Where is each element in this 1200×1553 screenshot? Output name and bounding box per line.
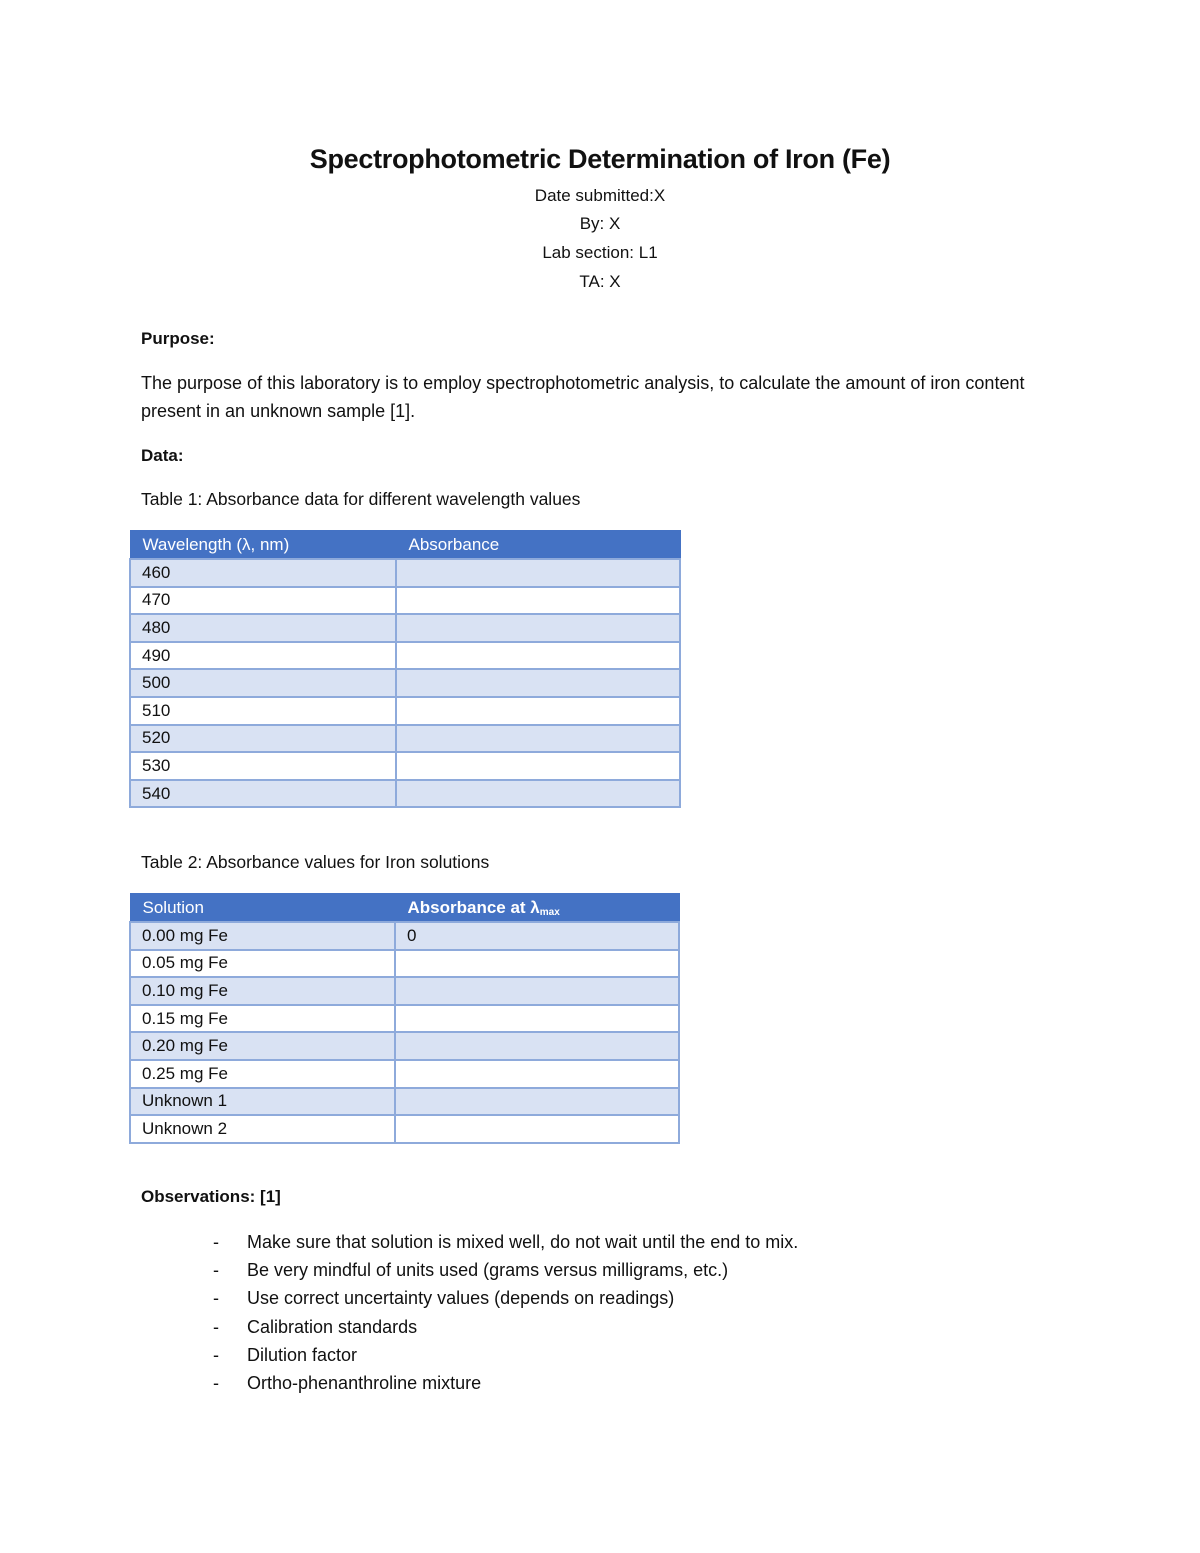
- solution-row-label-cell: Unknown 1: [130, 1088, 395, 1116]
- solution-row-label-cell: 0.05 mg Fe: [130, 950, 395, 978]
- wavelength-row-label-cell: 460: [130, 559, 396, 587]
- observation-item: [141, 1313, 798, 1341]
- wavelength-row: [130, 587, 680, 615]
- wavelength-row-value-cell: [396, 559, 680, 587]
- purpose-text: The purpose of this laboratory is to employ spectrophotometric analysis, to calculate the amount of iron content present in an unknown sample [1].: [141, 373, 1025, 421]
- column-header-absorbance: Absorbance: [396, 531, 680, 560]
- wavelength-row: [130, 725, 680, 753]
- table2-caption: Table 2: Absorbance values for Iron solutions: [141, 852, 490, 872]
- wavelength-row-label-cell: 530: [130, 752, 396, 780]
- solution-row-label-cell: 0.10 mg Fe: [130, 977, 395, 1005]
- wavelength-row: [130, 642, 680, 670]
- observation-item: [141, 1256, 798, 1284]
- date-submitted: Date submitted:X: [534, 186, 666, 205]
- wavelength-row-value-cell: [396, 725, 680, 753]
- observation-item: [141, 1284, 798, 1312]
- solution-row-value-cell: [395, 1032, 679, 1060]
- bullet-dash: -: [213, 1344, 219, 1365]
- wavelength-row-label-cell: 540: [130, 780, 396, 808]
- solution-row-value-cell: [395, 1005, 679, 1033]
- solution-row: [130, 1032, 679, 1060]
- wavelength-row-label-cell: 490: [130, 642, 396, 670]
- solution-row-label-cell: 0.20 mg Fe: [130, 1032, 395, 1060]
- bullet-dash: -: [213, 1316, 219, 1337]
- purpose-heading: Purpose:: [141, 329, 215, 348]
- solution-row: [130, 922, 679, 950]
- column-header-wavelength: Wavelength (λ, nm): [130, 531, 396, 560]
- solution-row-label-cell: 0.00 mg Fe: [130, 922, 395, 950]
- wavelength-row: [130, 697, 680, 725]
- bullet-dash: -: [213, 1372, 219, 1393]
- observations-list: [141, 1228, 798, 1397]
- wavelength-row-value-cell: [396, 642, 680, 670]
- wavelength-row-label-cell: 510: [130, 697, 396, 725]
- observation-text: Dilution factor: [247, 1344, 358, 1365]
- solution-row-value-cell: [395, 1060, 679, 1088]
- solution-row-value-cell: [395, 950, 679, 978]
- bullet-dash: -: [213, 1260, 219, 1281]
- wavelength-row-label-cell: 520: [130, 725, 396, 753]
- solution-row-label-cell: 0.25 mg Fe: [130, 1060, 395, 1088]
- lab-section: Lab section: L1: [542, 243, 658, 262]
- wavelength-row-value-cell: [396, 614, 680, 642]
- solution-row-label-cell: Unknown 2: [130, 1115, 395, 1143]
- wavelength-row-value-cell: [396, 669, 680, 697]
- wavelength-row-label-cell: 500: [130, 669, 396, 697]
- wavelength-row: [130, 780, 680, 808]
- iron-solutions-table: [129, 893, 680, 1144]
- column-header-absorbance-lambda-max: [395, 894, 679, 923]
- wavelength-row: [130, 752, 680, 780]
- teaching-assistant: TA: X: [579, 272, 621, 291]
- observation-text: Make sure that solution is mixed well, do not wait until the end to mix.: [247, 1232, 799, 1252]
- solution-row: [130, 1060, 679, 1088]
- observation-text: Ortho-phenanthroline mixture: [247, 1372, 482, 1393]
- solution-row-value-cell: 0: [395, 922, 679, 950]
- observation-item: [141, 1369, 798, 1397]
- observations-heading: Observations: [1]: [141, 1187, 281, 1206]
- absorbance-header-text: Absorbance at λ: [407, 897, 540, 917]
- wavelength-row-label-cell: 480: [130, 614, 396, 642]
- observation-item: [141, 1341, 798, 1369]
- column-header-solution: Solution: [130, 894, 395, 923]
- wavelength-row-label-cell: 470: [130, 587, 396, 615]
- table1-caption: Table 1: Absorbance data for different wavelength values: [141, 489, 581, 509]
- solution-row: [130, 950, 679, 978]
- observation-text: Use correct uncertainty values (depends on readings): [247, 1288, 675, 1309]
- solution-row: [130, 977, 679, 1005]
- solution-row: [130, 1088, 679, 1116]
- document-title: Spectrophotometric Determination of Iron (Fe): [309, 144, 891, 174]
- lambda-max-subscript: max: [539, 906, 560, 918]
- wavelength-row-value-cell: [396, 780, 680, 808]
- solution-row-label-cell: 0.15 mg Fe: [130, 1005, 395, 1033]
- wavelength-row-value-cell: [396, 587, 680, 615]
- solution-row: [130, 1005, 679, 1033]
- solution-row-value-cell: [395, 1115, 679, 1143]
- wavelength-row: [130, 614, 680, 642]
- solution-row-value-cell: [395, 1088, 679, 1116]
- observation-text: Calibration standards: [247, 1316, 418, 1337]
- wavelength-row: [130, 559, 680, 587]
- absorbance-wavelength-table: [129, 530, 681, 808]
- bullet-dash: -: [213, 1232, 219, 1252]
- wavelength-row-value-cell: [396, 697, 680, 725]
- wavelength-row: [130, 669, 680, 697]
- solution-row-value-cell: [395, 977, 679, 1005]
- data-heading: Data:: [141, 446, 184, 465]
- solution-row: [130, 1115, 679, 1143]
- wavelength-row-value-cell: [396, 752, 680, 780]
- observation-item: [141, 1228, 798, 1256]
- bullet-dash: -: [213, 1288, 219, 1309]
- author: By: X: [579, 214, 621, 233]
- observation-text: Be very mindful of units used (grams versus milligrams, etc.): [247, 1260, 729, 1281]
